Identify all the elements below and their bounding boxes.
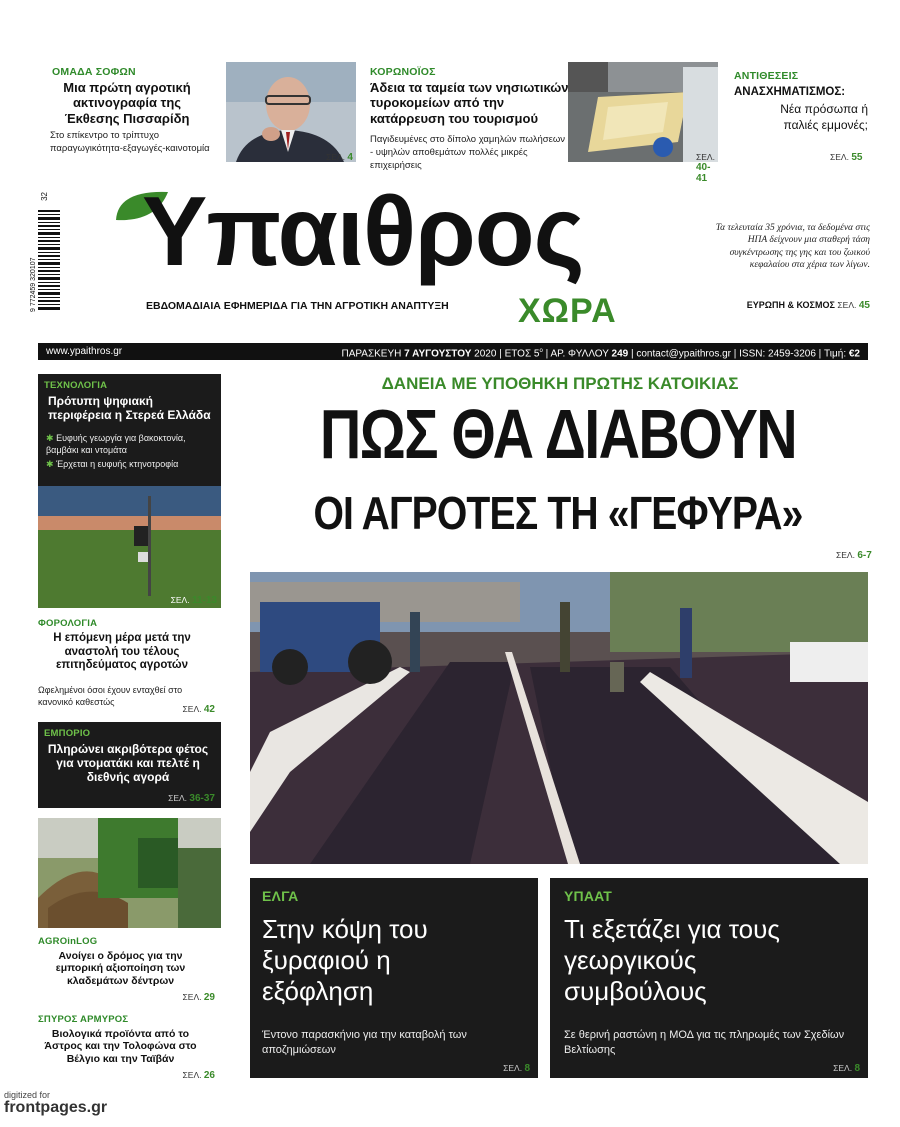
main-headline-2[interactable]: ΟΙ ΑΓΡΟΤΕΣ ΤΗ «ΓΕΦΥΡΑ»: [313, 487, 803, 539]
side-section: ΕΥΡΩΠΗ & ΚΟΣΜΟΣ: [746, 300, 835, 310]
agro-page: ΣΕΛ. 29: [182, 992, 215, 1003]
ypaat-title: Τι εξετάζει για τους γεωργικούς συμβούλους: [564, 914, 780, 1007]
main-photo: [250, 572, 868, 864]
tech-title: Πρότυπη ψηφιακή περιφέρεια η Στερεά Ελλάδα: [48, 394, 211, 423]
teaser-title: Μια πρώτη αγροτική ακτινογραφία της Έκθεσης Πισσαρίδη: [63, 80, 191, 126]
armyros-page: ΣΕΛ. 26: [182, 1070, 215, 1081]
armyros-kicker: ΣΠΥΡΟΣ ΑΡΜΥΡΟΣ: [38, 1014, 129, 1025]
top-teaser-2[interactable]: [370, 64, 720, 184]
tech-page: ΣΕΛ. 11-13: [170, 595, 217, 606]
logo[interactable]: [110, 176, 690, 332]
side-text: Τα τελευταία 35 χρόνια, τα δεδομένα στις ΗΠΑ δείχνουν μια σταθερή τάση συγκέντρωσης της γης και του ζωικού κεφαλαίου στα χέρια των λίγων.: [715, 223, 870, 271]
main-page: ΣΕΛ. 6-7: [836, 550, 872, 561]
trade-box[interactable]: [38, 722, 221, 808]
main-headline-1[interactable]: ΠΩΣ ΘΑ ΔΙΑΒΟΥΝ: [319, 395, 797, 473]
tech-bullet-1: ✱ Ευφυής γεωργία για βακοκτονία, βαμβάκι και ντομάτα: [46, 433, 186, 456]
agro-photo: [38, 818, 221, 928]
teaser-page: ΣΕΛ. 4: [326, 152, 353, 163]
info-bar: [38, 343, 868, 360]
agro-kicker: AGROinLOG: [38, 936, 98, 947]
tax-sub: Ωφελημένοι όσοι έχουν ενταχθεί στο κανονικό καθεστώς: [38, 685, 183, 708]
teaser-page: ΣΕΛ. 40-41: [696, 152, 715, 184]
barcode: [30, 190, 62, 318]
top-teaser-3[interactable]: [732, 64, 870, 164]
tech-kicker: ΤΕΧΝΟΛΟΓΙΑ: [44, 380, 108, 391]
barcode-text: 9 772459 320107: [30, 257, 37, 312]
tech-photo: [38, 486, 221, 608]
trade-title: Πληρώνει ακριβότερα φέτος για ντοματάκι και πελτέ η διεθνής αγορά: [47, 742, 209, 785]
logo-text: Υπαιθρος: [142, 176, 584, 286]
agro-title: Ανοίγει ο δρόμος για την εμπορική αξιοποίηση των κλαδεμάτων δέντρων: [55, 950, 186, 987]
digitized-watermark: digitized for frontpages.gr: [4, 1090, 108, 1116]
teaser-page: ΣΕΛ. 55: [830, 152, 863, 163]
agro-article[interactable]: [38, 936, 221, 1004]
portrait-photo: [226, 62, 356, 162]
armyros-article[interactable]: [38, 1014, 221, 1082]
masthead-side[interactable]: [702, 222, 870, 322]
teaser-kicker: ΑΝΤΙΘΕΣΕΙΣ: [734, 70, 799, 82]
email-link[interactable]: contact@ypaithros.gr: [636, 348, 731, 360]
tech-box[interactable]: [38, 374, 221, 486]
teaser-title: ΑΝΑΣΧΗΜΑΤΙΣΜΟΣ:: [734, 86, 846, 98]
cheese-photo: [568, 62, 718, 162]
website-link[interactable]: www.ypaithros.gr: [46, 346, 123, 357]
ypaat-page: ΣΕΛ. 8: [833, 1063, 860, 1074]
elga-title: Στην κόψη του ξυραφιού η εξόφληση: [262, 914, 428, 1007]
elga-kicker: ΕΛΓΑ: [262, 888, 299, 904]
ypaat-sub: Σε θερινή ραστώνη η ΜΟΔ για τις πληρωμές των Σχεδίων Βελτίωσης: [564, 1029, 845, 1056]
trade-page: ΣΕΛ. 36-37: [168, 793, 215, 804]
teaser-title-2: Νέα πρόσωπα ή παλιές εμμονές;: [780, 102, 868, 132]
elga-sub: Έντονο παρασκήνιο για την καταβολή των αποζημιώσεων: [262, 1029, 467, 1056]
teaser-kicker: ΟΜΑΔΑ ΣΟΦΩΝ: [52, 66, 136, 78]
armyros-title: Βιολογικά προϊόντα από το Άστρος και την Τολοφώνα στο Βέλγιο και την Ταϊβάν: [44, 1028, 197, 1065]
tech-bullet-2: ✱ Έρχεται η ευφυής κτηνοτροφία: [46, 459, 179, 469]
ypaat-kicker: ΥΠΑΑΤ: [564, 888, 613, 904]
teaser-sub: Παγιδευμένες στο δίπολο χαμηλών πωλήσεων - υψηλών αποθεμάτων πολλές μικρές επιχειρήσεις: [370, 134, 566, 171]
teaser-title: Άδεια τα ταμεία των νησιωτικών τυροκομείων από την κατάρρευση του τουρισμού: [370, 80, 569, 126]
tax-article[interactable]: [38, 618, 221, 716]
ypaat-box[interactable]: [550, 878, 868, 1078]
tax-page: ΣΕΛ. 42: [182, 704, 215, 715]
side-section-line: ΕΥΡΩΠΗ & ΚΟΣΜΟΣ ΣΕΛ. 45: [746, 300, 870, 311]
elga-page: ΣΕΛ. 8: [503, 1063, 530, 1074]
tax-title: Η επόμενη μέρα μετά την αναστολή του τέλους επιτηδεύματος αγροτών: [53, 632, 191, 672]
barcode-number: 32: [40, 192, 49, 201]
logo-sub: ΧΩΡΑ: [518, 292, 617, 330]
main-kicker: ΔΑΝΕΙΑ ΜΕ ΥΠΟΘΗΚΗ ΠΡΩΤΗΣ ΚΑΤΟΙΚΙΑΣ: [381, 374, 739, 393]
teaser-sub: Στο επίκεντρο το τρίπτυχο παραγωγικότητα-εξαγωγές-καινοτομία: [50, 130, 210, 154]
tax-kicker: ΦΟΡΟΛΟΓΙΑ: [38, 618, 98, 629]
issue-info: ΠΑΡΑΣΚΕΥΗ 7 ΑΥΓΟΥΣΤΟΥ 2020 | ΕΤΟΣ $5^o$ | ΑΡ. ΦΥΛΛΟΥ 249 | contact@ypaithros.gr | ISSN: 2459-3206 | Τιμή: €2: [341, 348, 860, 360]
trade-kicker: ΕΜΠΟΡΙΟ: [44, 728, 91, 739]
elga-box[interactable]: [250, 878, 538, 1078]
tagline: ΕΒΔΟΜΑΔΙΑΙΑ ΕΦΗΜΕΡΙΔΑ ΓΙΑ ΤΗΝ ΑΓΡΟΤΙΚΗ ΑΝΑΠΤΥΞΗ: [146, 300, 449, 312]
teaser-kicker: ΚΟΡΩΝΟΪΟΣ: [370, 66, 436, 78]
top-teaser-1[interactable]: [48, 64, 358, 164]
